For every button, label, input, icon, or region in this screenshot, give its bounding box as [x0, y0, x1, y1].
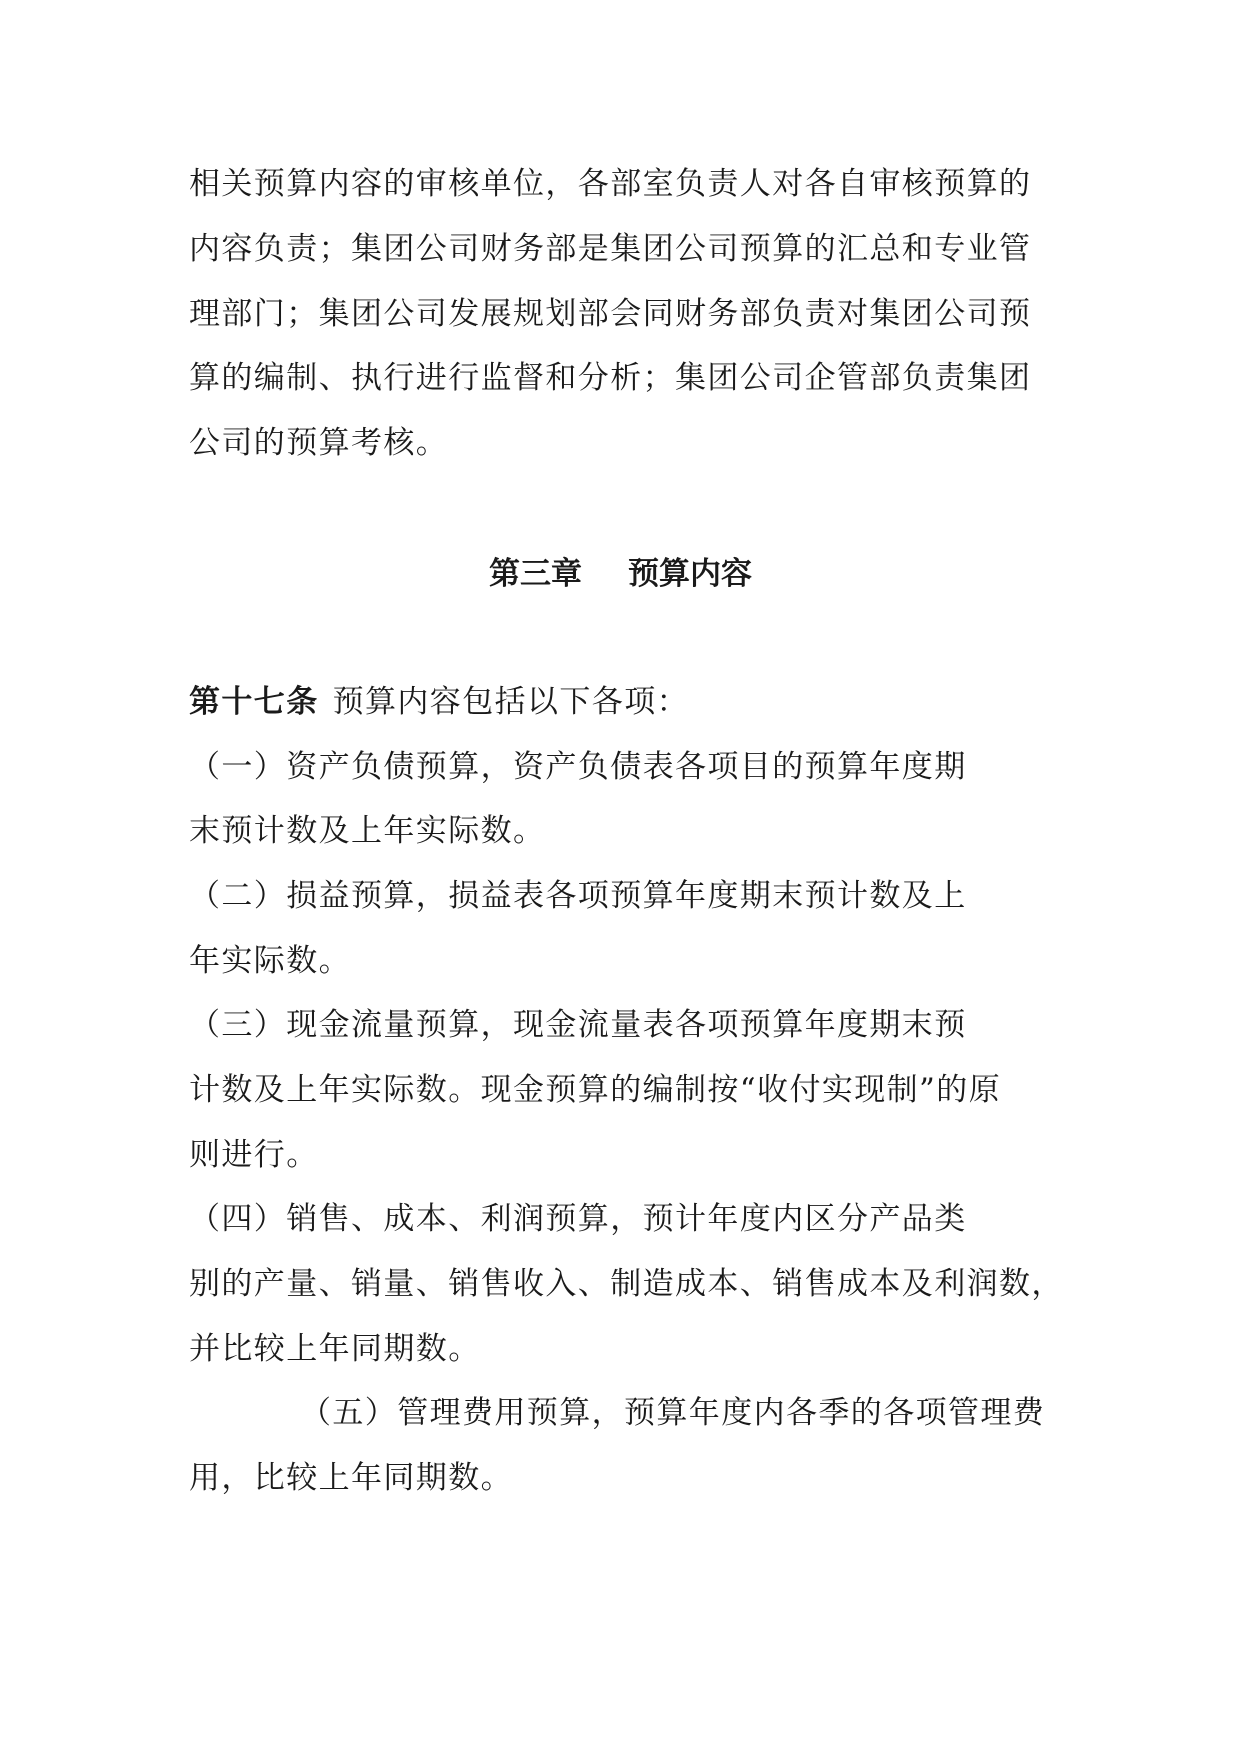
list-item-line: 计数及上年实际数。现金预算的编制按“收付实现制”的原	[189, 1072, 1002, 1108]
list-item-line: 别的产量、销量、销售收入、制造成本、销售成本及利润数，	[189, 1266, 1064, 1302]
chapter-heading	[0, 554, 1241, 594]
list-item-line: （五）管理费用预算，预算年度内各季的各项管理费	[300, 1395, 1046, 1431]
paragraph-line: 理部门；集团公司发展规划部会同财务部负责对集团公司预	[189, 296, 1032, 332]
list-item-line: 年实际数。	[189, 943, 351, 979]
paragraph-line: 相关预算内容的审核单位，各部室负责人对各自审核预算的	[189, 166, 1032, 202]
list-item-line: （四）销售、成本、利润预算，预计年度内区分产品类	[189, 1201, 967, 1237]
list-item-line: （二）损益预算，损益表各项预算年度期末预计数及上	[189, 878, 967, 914]
list-item-line: 用，比较上年同期数。	[189, 1460, 513, 1496]
paragraph-line: 内容负责；集团公司财务部是集团公司预算的汇总和专业管	[189, 231, 1032, 267]
paragraph-line: 算的编制、执行进行监督和分析；集团公司企管部负责集团	[189, 360, 1032, 396]
chapter-title: 预算内容	[628, 556, 752, 592]
paragraph-line: 公司的预算考核。	[189, 425, 449, 461]
list-item-line: （三）现金流量预算，现金流量表各项预算年度期末预	[189, 1007, 967, 1043]
article-intro: 预算内容包括以下各项：	[332, 684, 690, 720]
list-item-line: 并比较上年同期数。	[189, 1331, 481, 1367]
article-label: 第十七条	[189, 684, 319, 720]
list-item-line: 则进行。	[189, 1137, 319, 1173]
list-item-line: 末预计数及上年实际数。	[189, 813, 546, 849]
chapter-number: 第三章	[489, 556, 582, 592]
list-item-line: （一）资产负债预算，资产负债表各项目的预算年度期	[189, 749, 967, 785]
article-intro-line	[189, 682, 689, 722]
